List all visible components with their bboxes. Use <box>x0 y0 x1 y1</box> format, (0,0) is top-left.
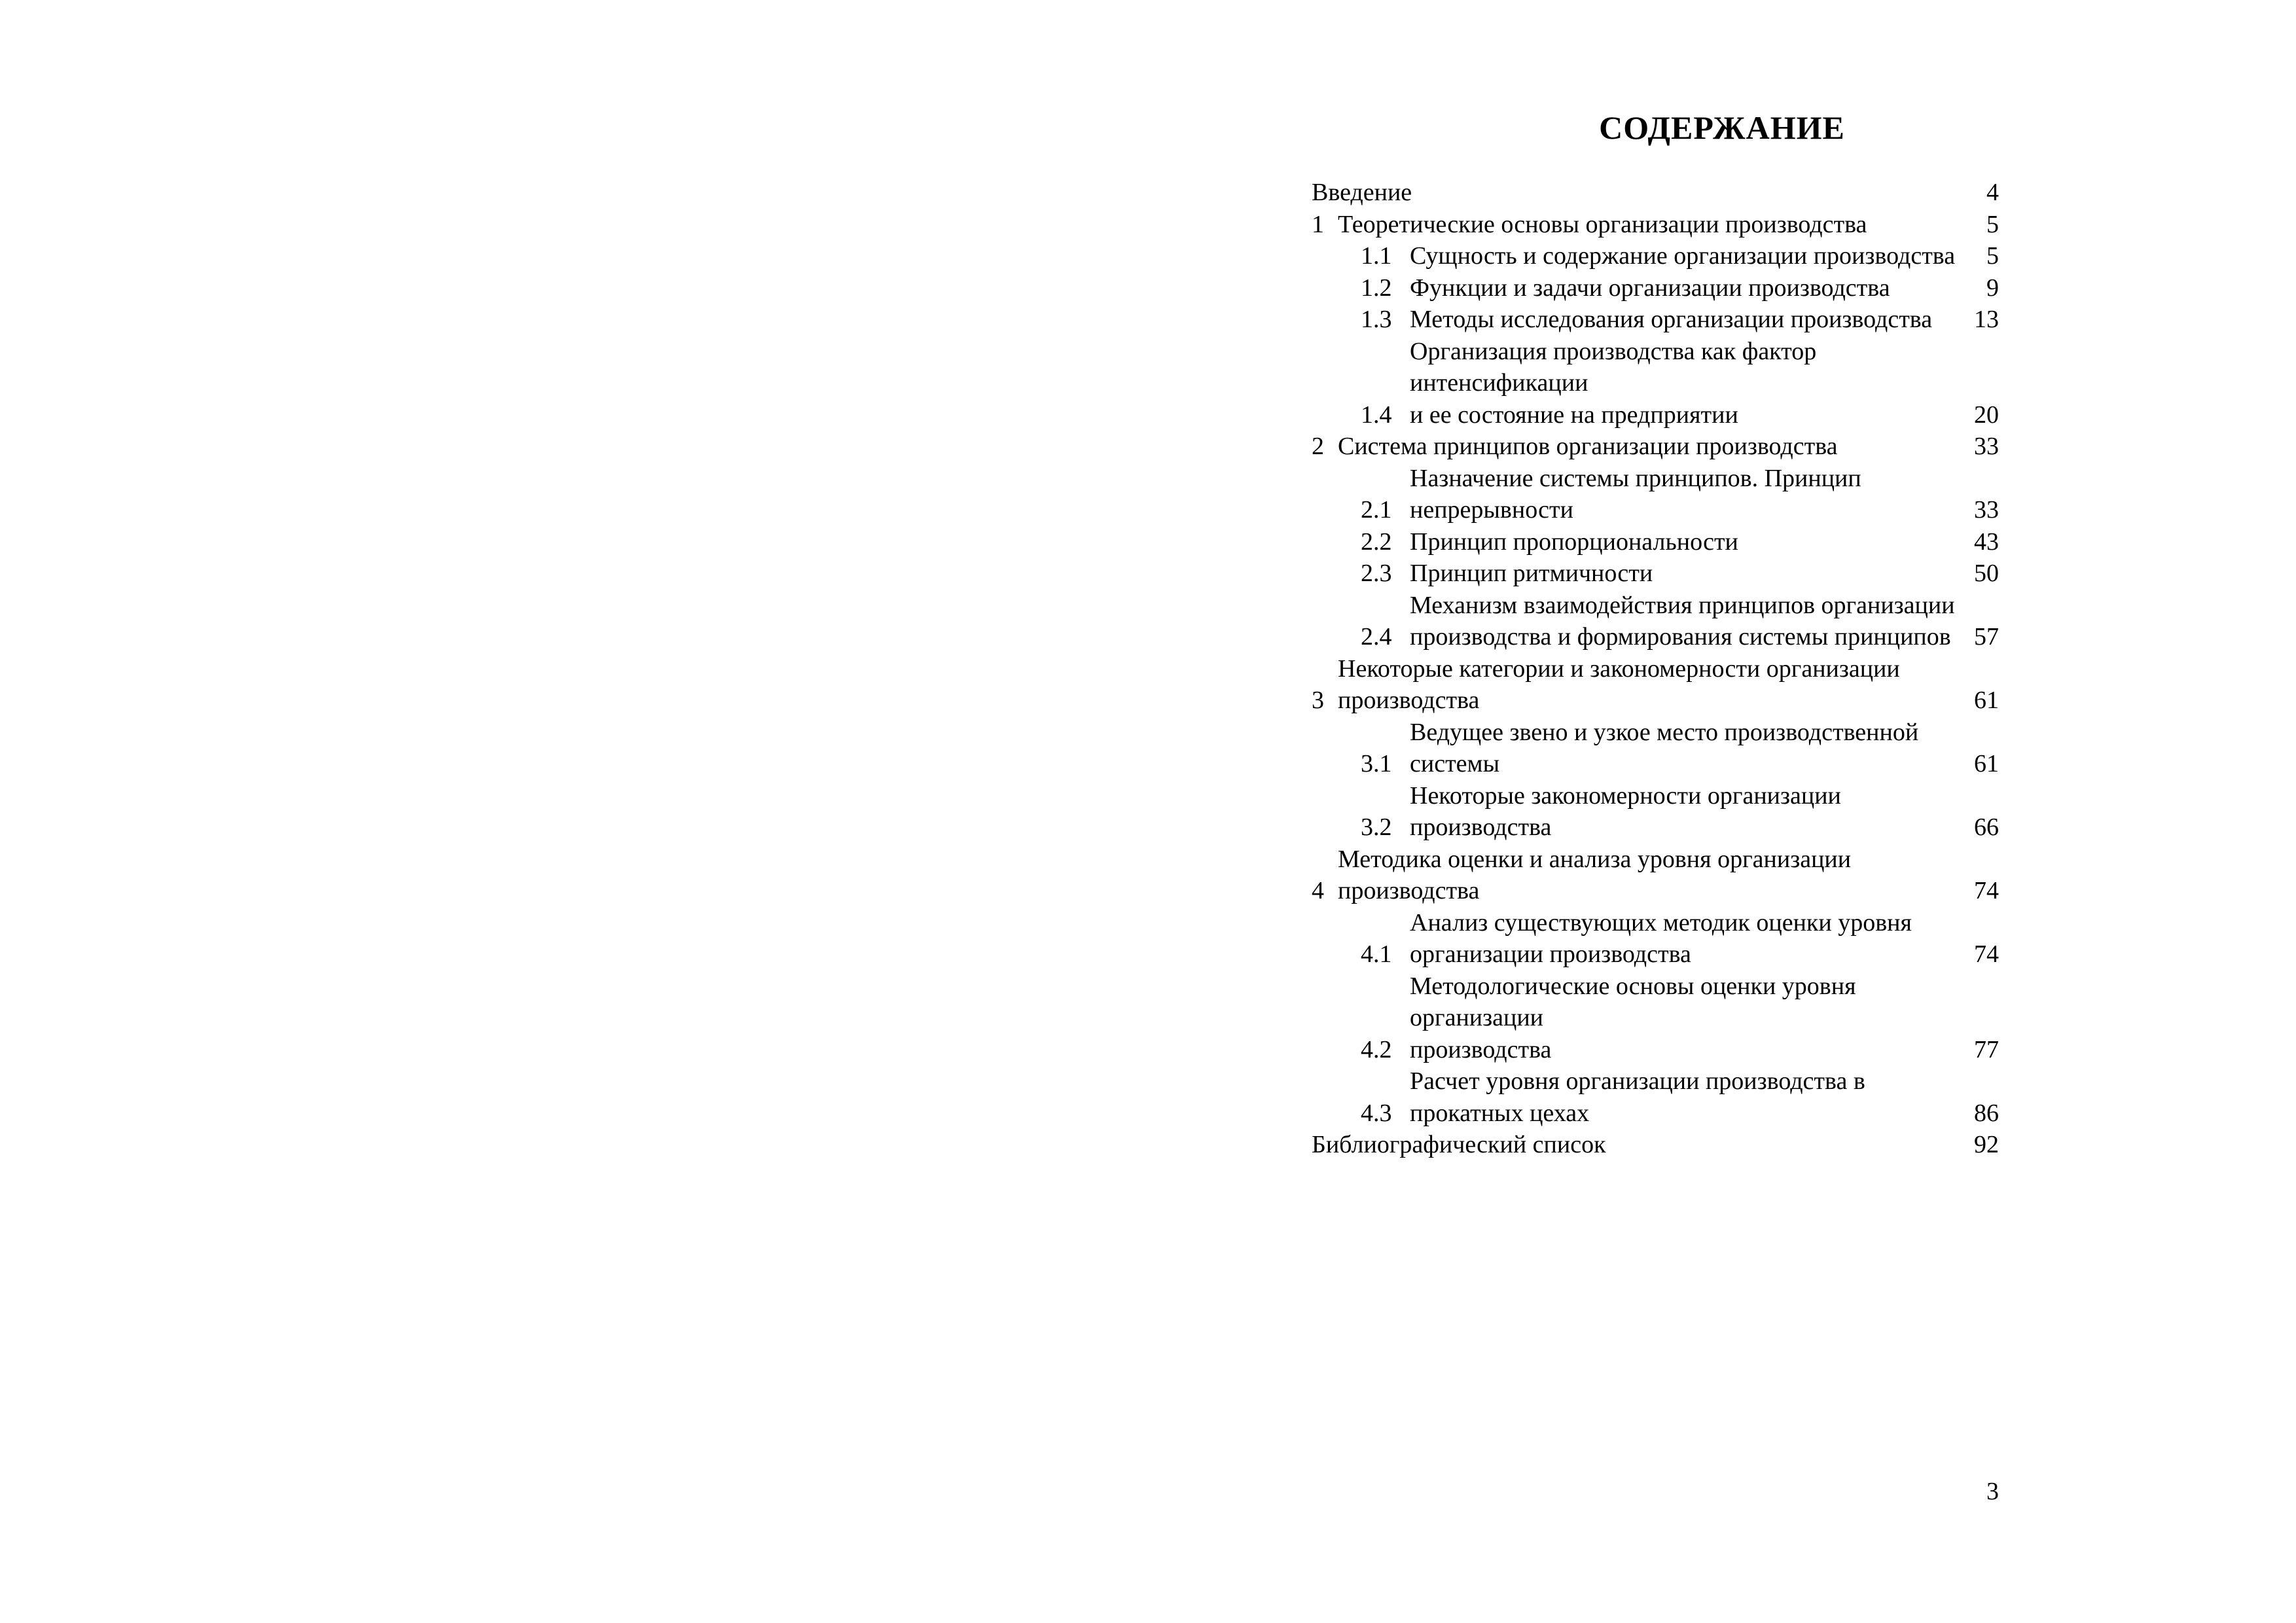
toc-entry-page: 74 <box>1974 940 1999 968</box>
toc-title: СОДЕРЖАНИЕ <box>1599 109 1845 146</box>
toc-entry-page: 4 <box>1986 179 1999 206</box>
toc-entry-body <box>1410 463 1999 526</box>
toc-entry-body <box>1410 971 1999 1066</box>
toc-entry-page: 61 <box>1974 750 1999 777</box>
toc-entry-title: Расчет уровня организации производства в прокатных цехах <box>1410 1067 1865 1127</box>
toc-entry-page: 57 <box>1974 623 1999 651</box>
toc-entry-number: 2.1 <box>1361 496 1392 524</box>
toc-entry-number: 4 <box>1312 877 1324 904</box>
toc-entry-body <box>1410 907 1999 971</box>
toc-entry-body <box>1410 558 1999 590</box>
toc-entry-title: Методологические основы оценки уровня организации производства <box>1410 972 1856 1063</box>
toc-entry-title: Некоторые категории и закономерности организации производства <box>1338 654 1900 714</box>
toc-entry-body <box>1338 209 1999 241</box>
toc-entry-page: 86 <box>1974 1099 1999 1127</box>
toc-entry-title: Библиографический список <box>1312 1131 1606 1158</box>
toc-entry-body <box>1338 844 1999 907</box>
toc-entry-number: 2.2 <box>1361 527 1392 556</box>
toc-entry-section <box>1312 558 1999 590</box>
toc-entry-title: Система принципов организации производства <box>1338 433 1838 460</box>
toc-entry-number: 1.3 <box>1361 306 1392 333</box>
toc-entry-body <box>1312 1129 1999 1161</box>
toc-entry-body <box>1338 431 1999 463</box>
toc-entry-number: 2.3 <box>1361 560 1392 587</box>
toc-entry-number: 1.1 <box>1361 242 1392 270</box>
toc-entry-title: Введение <box>1312 179 1412 206</box>
toc-entry-chapter <box>1312 653 1999 717</box>
toc-entry-title: Принцип ритмичности <box>1410 560 1653 587</box>
toc-entry-number: 4.3 <box>1361 1099 1392 1127</box>
toc-entry-body <box>1410 336 1999 431</box>
toc-entry-title: Методика оценки и анализа уровня организации производства <box>1338 845 1852 904</box>
toc-entry-number: 3.2 <box>1361 813 1392 841</box>
page-number: 3 <box>1986 1478 1999 1505</box>
toc-entry-number: 1 <box>1312 210 1324 238</box>
toc-entry-page: 92 <box>1974 1131 1999 1158</box>
toc-entry-page: 9 <box>1986 274 1999 302</box>
toc-entry-page: 66 <box>1974 813 1999 841</box>
toc-entry-number: 4.2 <box>1361 1035 1392 1063</box>
toc-entry-page: 5 <box>1986 210 1999 238</box>
toc-entry-section <box>1312 1065 1999 1129</box>
toc-entry-section <box>1312 304 1999 336</box>
toc-entry-section <box>1312 463 1999 526</box>
toc-entry-page: 50 <box>1974 560 1999 587</box>
toc-entry-title: Теоретические основы организации производства <box>1338 210 1867 238</box>
toc-entry-number: 3.1 <box>1361 750 1392 777</box>
toc-entry-title: Анализ существующих методик оценки уровня организации производства <box>1410 908 1912 968</box>
toc-entry-section <box>1312 272 1999 304</box>
toc-entry-page: 20 <box>1974 401 1999 429</box>
toc-entry-section <box>1312 526 1999 558</box>
toc-entry-section <box>1312 780 1999 844</box>
toc-entry-body <box>1410 304 1999 336</box>
toc-entry-page: 77 <box>1974 1035 1999 1063</box>
toc-entry-title: Принцип пропорциональности <box>1410 527 1738 556</box>
toc-entry-title: Организация производства как фактор интенсификации и ее состояние на предприятии <box>1410 337 1817 429</box>
toc-entry-section <box>1312 971 1999 1066</box>
toc-entry-body <box>1410 780 1999 844</box>
toc-entry-section <box>1312 336 1999 431</box>
toc-entry-title: Назначение системы принципов. Принцип непрерывности <box>1410 464 1861 524</box>
right-page <box>1148 0 2296 1623</box>
toc-entry-body <box>1410 590 1999 653</box>
toc-entry-title: Методы исследования организации производства <box>1410 306 1933 333</box>
toc-entry-number: 1.4 <box>1361 401 1392 429</box>
toc-entry-title: Функции и задачи организации производства <box>1410 274 1890 302</box>
toc-entry-chapter <box>1312 844 1999 907</box>
table-of-contents <box>1312 177 1999 1161</box>
toc-entry-body <box>1312 177 1999 209</box>
toc-entry-page: 5 <box>1986 242 1999 270</box>
toc-entry-body <box>1410 717 1999 780</box>
toc-entry-title: Некоторые закономерности организации производства <box>1410 781 1841 841</box>
toc-entry-chapter <box>1312 177 1999 209</box>
toc-entry-section <box>1312 590 1999 653</box>
toc-entry-page: 33 <box>1974 433 1999 460</box>
toc-entry-title: Ведущее звено и узкое место производственной системы <box>1410 718 1919 777</box>
toc-entry-section <box>1312 907 1999 971</box>
toc-entry-chapter <box>1312 1129 1999 1161</box>
toc-entry-body <box>1410 240 1999 272</box>
toc-entry-number: 3 <box>1312 687 1324 714</box>
toc-entry-page: 61 <box>1974 687 1999 714</box>
toc-entry-number: 2.4 <box>1361 623 1392 651</box>
toc-entry-title: Сущность и содержание организации производства <box>1410 242 1956 270</box>
toc-entry-chapter <box>1312 431 1999 463</box>
toc-entry-body <box>1410 272 1999 304</box>
toc-entry-chapter <box>1312 209 1999 241</box>
toc-entry-number: 4.1 <box>1361 940 1392 968</box>
toc-entry-number: 1.2 <box>1361 274 1392 302</box>
toc-entry-page: 33 <box>1974 496 1999 524</box>
toc-entry-title: Механизм взаимодействия принципов организации производства и формирования системы принципов <box>1410 591 1955 651</box>
toc-entry-body <box>1338 653 1999 717</box>
toc-entry-body <box>1410 1065 1999 1129</box>
toc-entry-page: 43 <box>1974 527 1999 556</box>
toc-entry-number: 2 <box>1312 433 1324 460</box>
toc-entry-page: 13 <box>1974 306 1999 333</box>
toc-entry-page: 74 <box>1974 877 1999 904</box>
toc-entry-body <box>1410 526 1999 558</box>
toc-entry-section <box>1312 240 1999 272</box>
toc-entry-section <box>1312 717 1999 780</box>
